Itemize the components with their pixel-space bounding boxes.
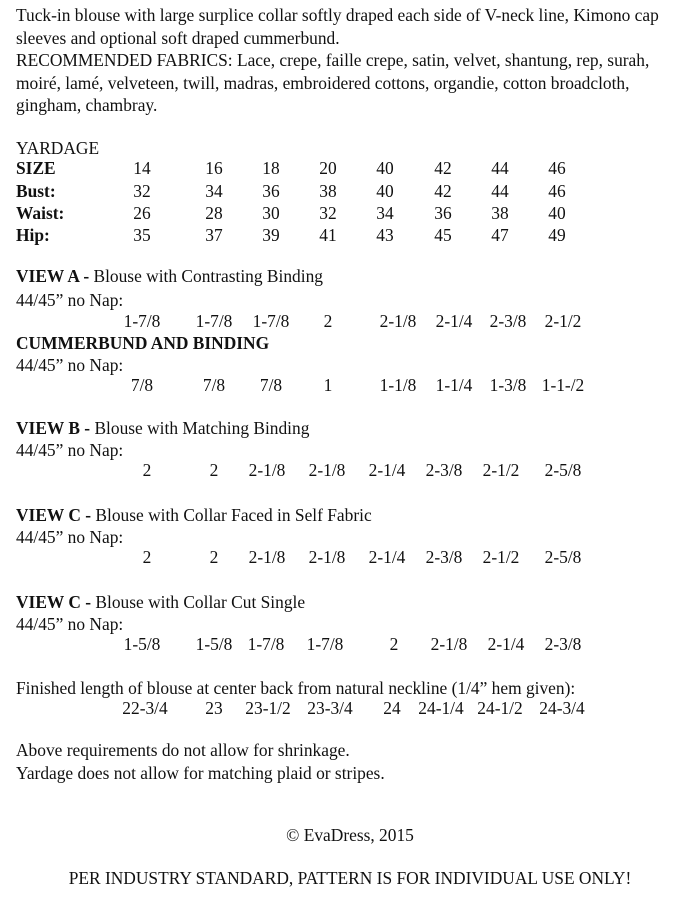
finished-length-cell: 24: [383, 698, 401, 718]
fabric-width-label: 44/45” no Nap:: [16, 527, 124, 547]
size-cell: 20: [319, 158, 337, 178]
finished-length-cell: 22-3/4: [122, 698, 168, 718]
size-cell: 45: [434, 225, 452, 245]
yardage-cell: 2-1/4: [435, 311, 473, 331]
view-name: VIEW B -: [16, 418, 91, 438]
yardage-cell: 2-5/8: [544, 460, 582, 480]
size-row-label: Waist:: [16, 203, 65, 223]
yardage-cell: 7/8: [202, 375, 226, 395]
yardage-cell: 1-5/8: [195, 634, 233, 654]
view-title: Blouse with Collar Cut Single: [91, 592, 306, 612]
size-cell: 35: [133, 225, 151, 245]
view-title: Blouse with Matching Binding: [90, 418, 310, 438]
size-cell: 40: [548, 203, 566, 223]
yardage-cell: 2-1/2: [482, 547, 520, 567]
finished-length-cell: 23-3/4: [307, 698, 353, 718]
yardage-cell: 7/8: [259, 375, 283, 395]
size-cell: 38: [491, 203, 509, 223]
yardage-cell: 2-1/4: [487, 634, 525, 654]
view-title: Blouse with Contrasting Binding: [89, 266, 323, 286]
yardage-cell: 1-7/8: [247, 634, 285, 654]
note-plaid: Yardage does not allow for matching plaid or stripes.: [16, 763, 385, 783]
size-cell: 30: [262, 203, 280, 223]
size-cell: 37: [205, 225, 223, 245]
yardage-cell: 7/8: [130, 375, 154, 395]
yardage-cell: 2-3/8: [425, 547, 463, 567]
finished-length-cell: 24-3/4: [539, 698, 585, 718]
size-cell: 47: [491, 225, 509, 245]
size-cell: 42: [434, 181, 452, 201]
view-name: VIEW C -: [16, 592, 92, 612]
finished-length-cell: 24-1/2: [477, 698, 523, 718]
size-cell: 34: [376, 203, 394, 223]
view-heading: [16, 333, 269, 354]
view-heading: [16, 505, 372, 526]
size-row-label: Bust:: [16, 181, 56, 201]
size-cell: 28: [205, 203, 223, 223]
finished-length-cell: 24-1/4: [418, 698, 464, 718]
yardage-cell: 1-7/8: [252, 311, 290, 331]
view-name: VIEW A -: [16, 266, 90, 286]
yardage-cell: 2-5/8: [544, 547, 582, 567]
size-cell: 18: [262, 158, 280, 178]
yardage-cell: 1-3/8: [489, 375, 527, 395]
fabric-width-label: 44/45” no Nap:: [16, 440, 124, 460]
yardage-cell: 1-1/8: [379, 375, 417, 395]
copyright: © EvaDress, 2015: [286, 825, 414, 845]
yardage-cell: 1-1-/2: [541, 375, 585, 395]
size-cell: 26: [133, 203, 151, 223]
size-cell: 14: [133, 158, 151, 178]
size-cell: 42: [434, 158, 452, 178]
yardage-cell: 2-1/8: [308, 547, 346, 567]
size-cell: 39: [262, 225, 280, 245]
view-name: VIEW C -: [16, 505, 92, 525]
note-shrinkage: Above requirements do not allow for shrinkage.: [16, 740, 350, 760]
view-name: CUMMERBUND AND BINDING: [16, 333, 270, 353]
fabric-width-label: 44/45” no Nap:: [16, 614, 124, 634]
view-heading: [16, 418, 309, 439]
yardage-cell: 2: [209, 547, 219, 567]
size-cell: 32: [319, 203, 337, 223]
yardage-cell: 2-1/2: [544, 311, 582, 331]
yardage-cell: 2: [209, 460, 219, 480]
size-row-label: Hip:: [16, 225, 50, 245]
size-cell: 36: [262, 181, 280, 201]
size-cell: 41: [319, 225, 337, 245]
yardage-cell: 2-3/8: [544, 634, 582, 654]
yardage-cell: 2: [389, 634, 399, 654]
yardage-cell: 1-5/8: [123, 634, 161, 654]
yardage-cell: 2-1/8: [430, 634, 468, 654]
size-cell: 44: [491, 181, 509, 201]
yardage-cell: 2-1/8: [248, 547, 286, 567]
yardage-cell: 2-1/8: [308, 460, 346, 480]
yardage-cell: 2: [142, 547, 152, 567]
view-heading: [16, 266, 323, 287]
size-cell: 36: [434, 203, 452, 223]
yardage-cell: 2-1/8: [248, 460, 286, 480]
finished-length-label: Finished length of blouse at center back from natural neckline (1/4” hem given):: [16, 678, 576, 698]
yardage-cell: 2: [142, 460, 152, 480]
size-cell: 38: [319, 181, 337, 201]
yardage-cell: 2-1/4: [368, 460, 406, 480]
yardage-cell: 2-1/4: [368, 547, 406, 567]
finished-length-cell: 23: [205, 698, 223, 718]
size-cell: 40: [376, 158, 394, 178]
yardage-cell: 2-3/8: [425, 460, 463, 480]
usage-footer: PER INDUSTRY STANDARD, PATTERN IS FOR INDIVIDUAL USE ONLY!: [68, 868, 632, 888]
yardage-cell: 1-1/4: [435, 375, 473, 395]
yardage-cell: 1-7/8: [123, 311, 161, 331]
size-cell: 43: [376, 225, 394, 245]
yardage-cell: 2-1/8: [379, 311, 417, 331]
size-cell: 16: [205, 158, 223, 178]
view-heading: [16, 592, 305, 613]
size-row-label: SIZE: [16, 158, 56, 178]
pattern-description: Tuck-in blouse with large surplice collar softly draped each side of V-neck line, Kimono cap sleeves and optional soft draped cummerbund. RECOMMENDED FABRICS: Lace, crepe, faille crepe, satin, velvet, shantung, rep, surah, moiré, lamé, velveteen, twill, madras, embroidered cottons, organdie, cotton broadcloth, gingham, chambray.: [16, 5, 659, 115]
yardage-cell: 1: [323, 375, 333, 395]
size-cell: 44: [491, 158, 509, 178]
yardage-cell: 2-3/8: [489, 311, 527, 331]
size-cell: 46: [548, 181, 566, 201]
fabric-width-label: 44/45” no Nap:: [16, 290, 124, 310]
finished-length-cell: 23-1/2: [245, 698, 291, 718]
size-cell: 32: [133, 181, 151, 201]
view-title: Blouse with Collar Faced in Self Fabric: [91, 505, 372, 525]
size-cell: 49: [548, 225, 566, 245]
size-cell: 34: [205, 181, 223, 201]
yardage-cell: 1-7/8: [306, 634, 344, 654]
yardage-cell: 2-1/2: [482, 460, 520, 480]
yardage-cell: 1-7/8: [195, 311, 233, 331]
size-cell: 46: [548, 158, 566, 178]
size-cell: 40: [376, 181, 394, 201]
yardage-cell: 2: [323, 311, 333, 331]
fabric-width-label: 44/45” no Nap:: [16, 355, 124, 375]
yardage-heading: YARDAGE: [16, 138, 100, 158]
